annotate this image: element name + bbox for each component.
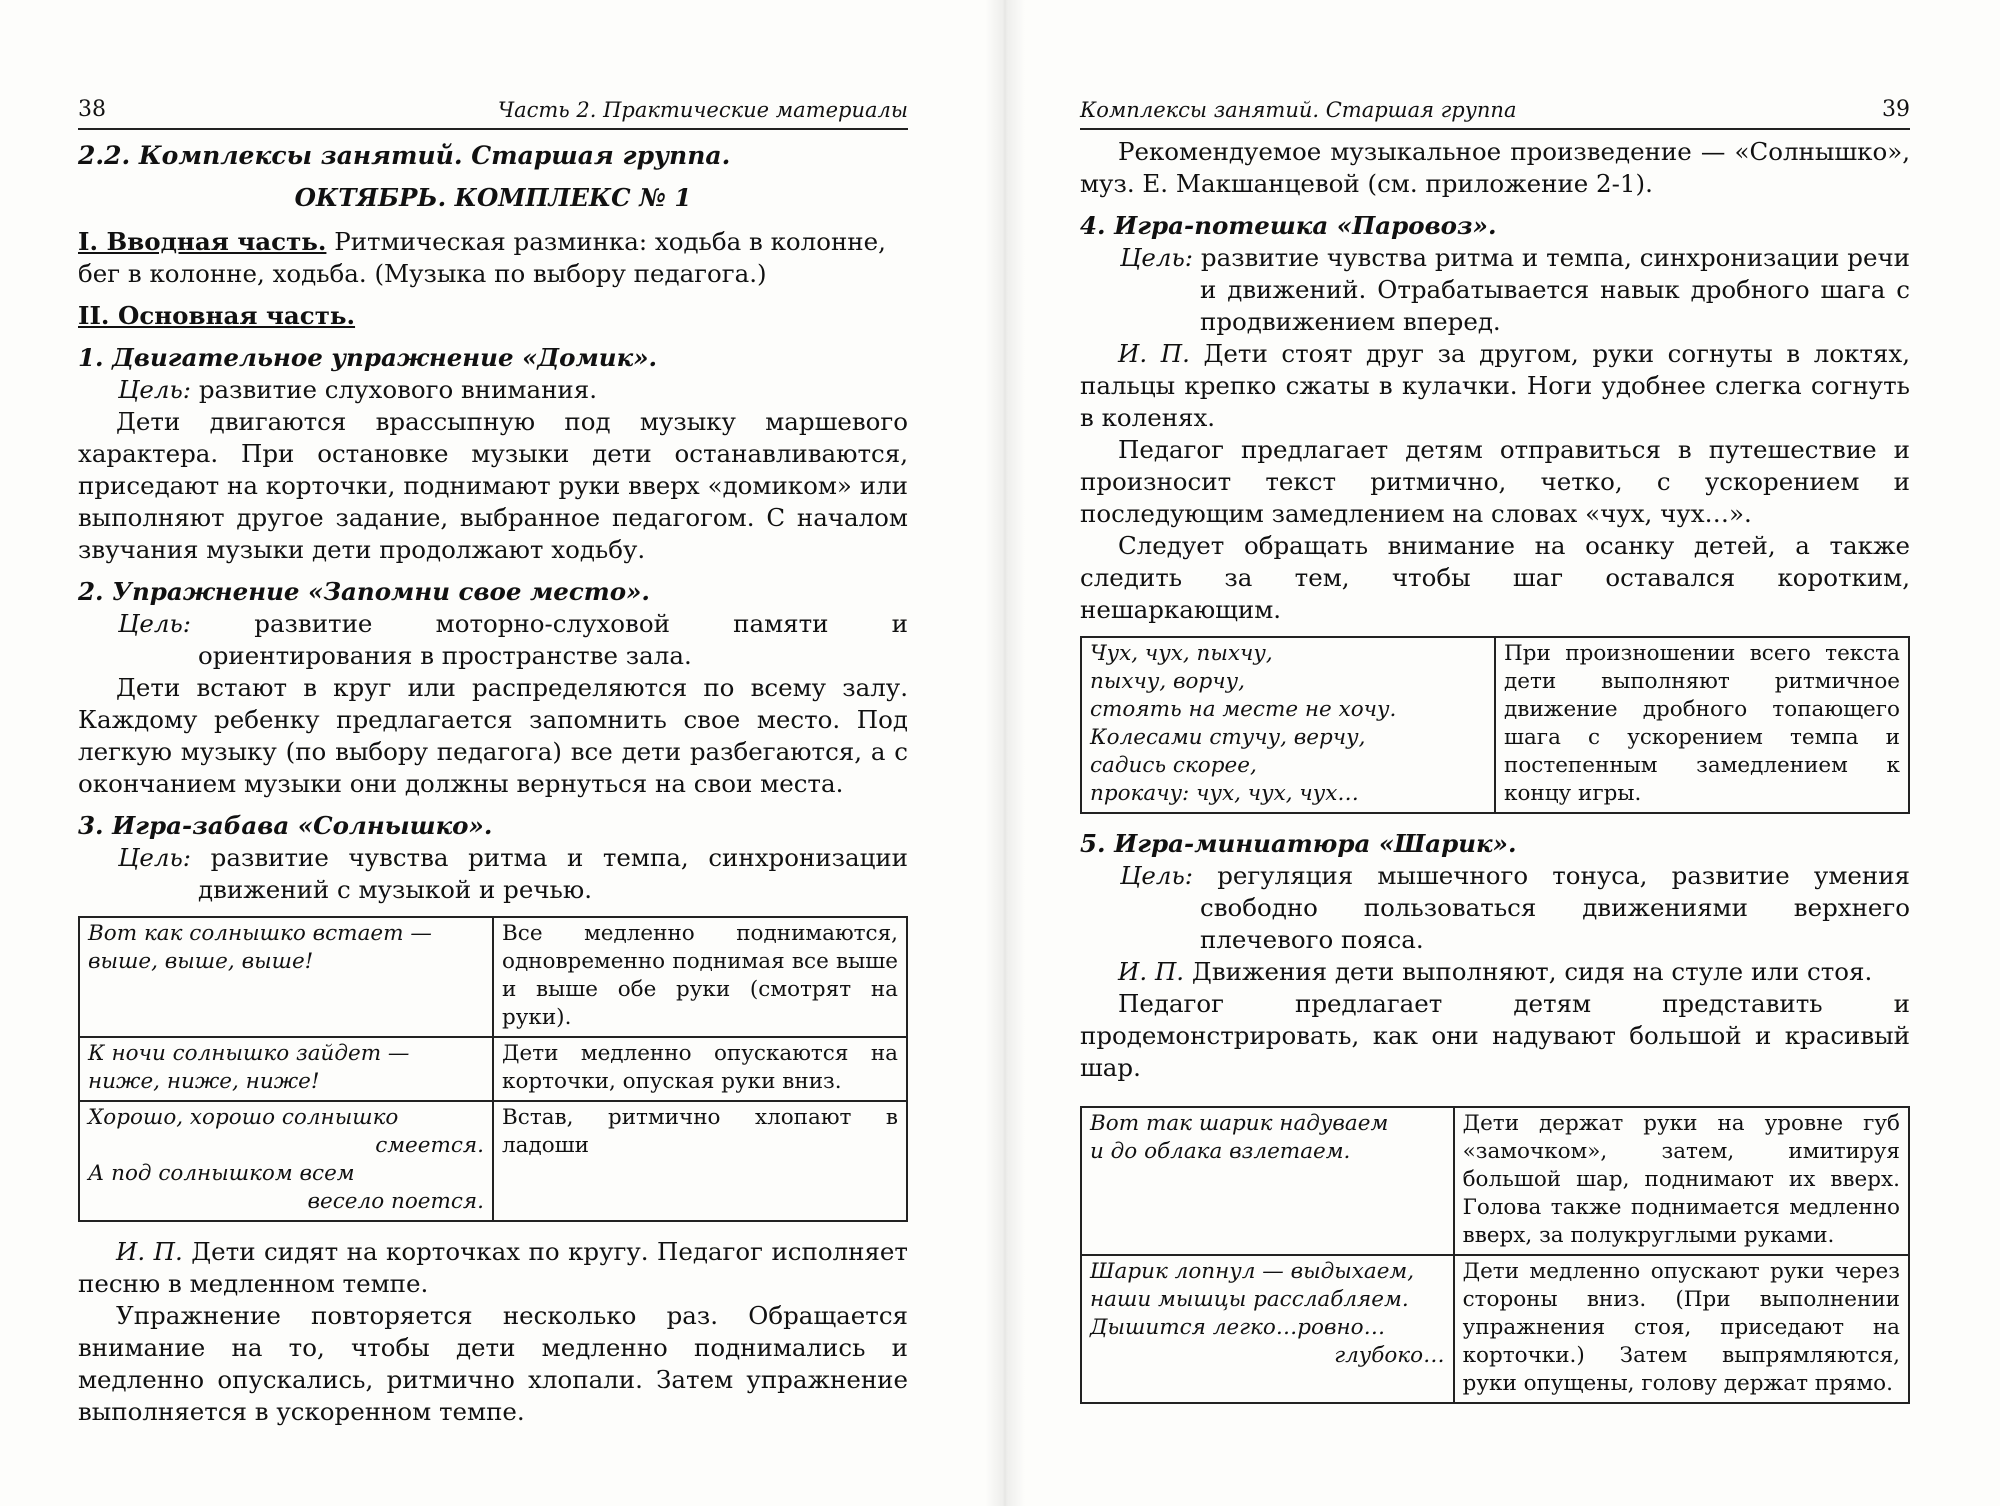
action-cell: Дети держат руки на уровне губ «замочком», затем, имитируя большой шар, поднимают их вверх. Голова также поднимается медленно вверх, за полукруглыми руками. xyxy=(1454,1107,1909,1255)
verse-cell xyxy=(79,917,493,1037)
exercise-title: 2. Упражнение «Запомни свое место». xyxy=(78,577,650,606)
verse-line: наши мышцы расслабляем. xyxy=(1090,1287,1409,1312)
verse-line: К ночи солнышко зайдет — xyxy=(88,1041,410,1066)
exercise-title: 1. Двигательное упражнение «Домик». xyxy=(78,343,658,372)
verse-line: и до облака взлетаем. xyxy=(1090,1139,1351,1164)
exercise-goal xyxy=(78,608,908,672)
verse-line: А под солнышком всем xyxy=(88,1161,355,1186)
verse-line: стоять на месте не хочу. xyxy=(1090,697,1397,722)
exercise-description: Следует обращать внимание на осанку детей, а также следить за тем, чтобы шаг оставался коротким, нешаркающим. xyxy=(1080,531,1910,624)
goal-label: Цель: xyxy=(118,375,192,404)
verse-action-table xyxy=(1080,636,1910,814)
starting-position xyxy=(1080,956,1910,988)
verse-line: Хорошо, хорошо солнышко xyxy=(88,1105,399,1130)
verse-cell xyxy=(1081,637,1495,813)
complex-heading: ОКТЯБРЬ. КОМПЛЕКС № 1 xyxy=(294,183,692,212)
goal-label: Цель: xyxy=(1120,243,1194,272)
verse-line: Вот так шарик надуваем xyxy=(1090,1111,1389,1136)
action-cell: Все медленно поднимаются, одновременно поднимая все выше и выше обе руки (смотрят на руки). xyxy=(493,917,907,1037)
verse-line: Колесами стучу, верчу, xyxy=(1090,725,1366,750)
exercise-description: Дети двигаются врассыпную под музыку маршевого характера. При остановке музыки дети останавливаются, приседают на корточки, поднимают руки вверх «домиком» или выполняют другое задание, выбранное педагогом. С началом звучания музыки дети продолжают ходьбу. xyxy=(78,407,908,564)
verse-line: смеется. xyxy=(375,1133,484,1158)
verse-line: прокачу: чух, чух, чух… xyxy=(1090,781,1359,806)
verse-action-table xyxy=(1080,1106,1910,1404)
exercise-title: 3. Игра-забава «Солнышко». xyxy=(78,811,493,840)
intro-text: Ритмическая разминка: ходьба в колонне, xyxy=(326,227,886,256)
section-heading: 2.2. Комплексы занятий. Старшая группа. xyxy=(78,141,731,170)
action-cell: Дети медленно опускают руки через стороны вниз. (При выполнении упражнения стоя, приседают на корточки.) Затем выпрямляются, руки опущены, голову держат прямо. xyxy=(1454,1255,1909,1403)
table-row xyxy=(1081,1255,1909,1403)
table-row xyxy=(79,1037,907,1101)
starting-position xyxy=(78,1236,908,1300)
verse-line: Дышится легко…ровно… xyxy=(1090,1315,1386,1340)
running-title: Комплексы занятий. Старшая группа xyxy=(1080,98,1517,122)
table-row xyxy=(1081,637,1909,813)
table-row xyxy=(79,1101,907,1221)
action-cell: Дети медленно опускаются на корточки, опуская руки вниз. xyxy=(493,1037,907,1101)
goal-text: развитие слухового внимания. xyxy=(191,375,597,404)
exercise-title: 4. Игра-потешка «Паровоз». xyxy=(1080,211,1497,240)
running-header xyxy=(1080,97,1910,130)
intro-label: I. Вводная часть. xyxy=(78,227,327,256)
verse-line: Вот как солнышко встает — xyxy=(88,921,432,946)
table-row xyxy=(1081,1107,1909,1255)
exercise-description: Упражнение повторяется несколько раз. Обращается внимание на то, чтобы дети медленно поднимались и медленно опускались, ритмично хлопали. Затем упражнение выполняется в ускоренном темпе. xyxy=(78,1301,908,1426)
verse-line: Шарик лопнул — выдыхаем, xyxy=(1090,1259,1415,1284)
starting-position xyxy=(1080,338,1910,434)
action-cell: При произношении всего текста дети выполняют ритмичное движение дробного топающего шага с ускорением темпа и постепенным замедлением к концу игры. xyxy=(1495,637,1909,813)
verse-line: пыхчу, ворчу, xyxy=(1090,669,1245,694)
verse-cell xyxy=(79,1101,493,1221)
verse-line: выше, выше, выше! xyxy=(88,949,314,974)
goal-text: развитие чувства ритма и темпа, синхронизации движений с музыкой и речью. xyxy=(191,843,908,904)
music-recommendation: Рекомендуемое музыкальное произведение — «Солнышко», муз. Е. Макшанцевой (см. приложение 2-1). xyxy=(1080,137,1910,198)
exercise-description: Педагог предлагает детям отправиться в путешествие и произносит текст ритмично, четко, с ускорением и последующим замедлением на словах «чух, чух…». xyxy=(1080,435,1910,528)
ip-label: И. П. xyxy=(1118,957,1185,986)
table-row xyxy=(79,917,907,1037)
ip-label: И. П. xyxy=(116,1237,183,1266)
action-cell: Встав, ритмично хлопают в ладоши xyxy=(493,1101,907,1221)
page-number: 39 xyxy=(1882,97,1910,122)
verse-line: весело поется. xyxy=(307,1189,484,1214)
exercise-title: 5. Игра-миниатюра «Шарик». xyxy=(1080,829,1517,858)
verse-line: глубоко… xyxy=(1334,1343,1445,1368)
intro-continuation xyxy=(78,258,908,290)
exercise-goal xyxy=(1080,242,1910,338)
page-body xyxy=(78,136,908,1428)
intro-paragraph xyxy=(78,226,908,258)
goal-text: развитие моторно-слуховой памяти и ориентирования в пространстве зала. xyxy=(191,609,908,670)
goal-label: Цель: xyxy=(1120,861,1194,890)
left-page xyxy=(78,0,908,1506)
verse-line: садись скорее, xyxy=(1090,753,1257,778)
exercise-description: Педагог предлагает детям представить и продемонстрировать, как они надувают большой и красивый шар. xyxy=(1080,989,1910,1082)
exercise-goal xyxy=(1080,860,1910,956)
right-page xyxy=(1080,0,1910,1506)
verse-action-table xyxy=(78,916,908,1222)
running-title: Часть 2. Практические материалы xyxy=(497,98,908,122)
verse-cell xyxy=(1081,1107,1454,1255)
ip-text: Дети стоят друг за другом, руки согнуты в локтях, пальцы крепко сжаты в кулачки. Ноги удобнее слегка согнуть в коленях. xyxy=(1080,339,1910,432)
ip-label: И. П. xyxy=(1118,339,1190,368)
goal-label: Цель: xyxy=(118,843,192,872)
verse-line: Чух, чух, пыхчу, xyxy=(1090,641,1273,666)
ip-text: Дети сидят на корточках по кругу. Педагог исполняет песню в медленном темпе. xyxy=(78,1237,908,1298)
ip-text: Движения дети выполняют, сидя на стуле или стоя. xyxy=(1184,957,1873,986)
page-number: 38 xyxy=(78,97,106,122)
verse-cell xyxy=(79,1037,493,1101)
exercise-goal xyxy=(78,374,908,406)
verse-line: ниже, ниже, ниже! xyxy=(88,1069,320,1094)
main-part-label: II. Основная часть. xyxy=(78,301,356,330)
verse-cell xyxy=(1081,1255,1454,1403)
page-body xyxy=(1080,136,1910,1418)
running-header xyxy=(78,97,908,130)
goal-text: развитие чувства ритма и темпа, синхронизации речи и движений. Отрабатывается навык дробного шага с продвижением вперед. xyxy=(1193,243,1910,336)
exercise-goal xyxy=(78,842,908,906)
exercise-description: Дети встают в круг или распределяются по всему залу. Каждому ребенку предлагается запомнить свое место. Под легкую музыку (по выбору педагога) все дети разбегаются, а с окончанием музыки они должны вернуться на свои места. xyxy=(78,673,908,798)
book-gutter xyxy=(985,0,1025,1506)
intro-cont-text: бег в колонне, ходьба. (Музыка по выбору педагога.) xyxy=(78,259,767,288)
goal-text: регуляция мышечного тонуса, развитие умения свободно пользоваться движениями верхнего плечевого пояса. xyxy=(1193,861,1910,954)
main-part-heading xyxy=(78,300,908,332)
goal-label: Цель: xyxy=(118,609,192,638)
